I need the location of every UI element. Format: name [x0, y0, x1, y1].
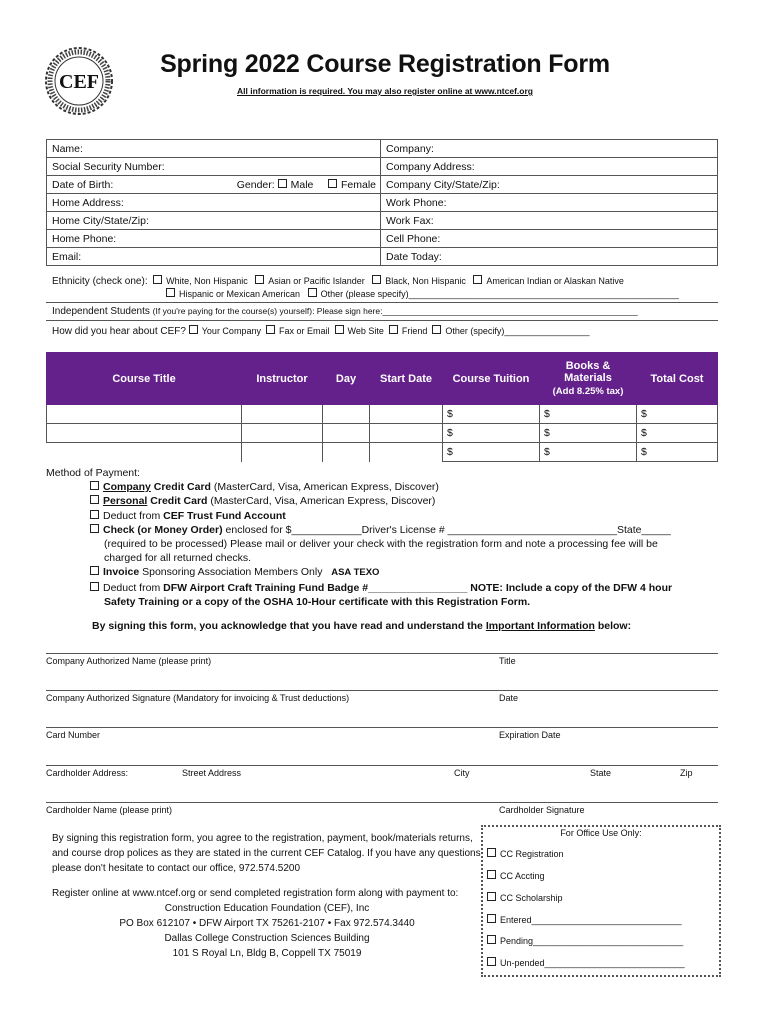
how-hear-row: How did you hear about CEF? Your Company Fax or Email Web Site Friend Other (specify)_________________	[52, 326, 590, 337]
signature-line[interactable]	[46, 802, 718, 803]
office-item[interactable]: Entered______________________________	[487, 914, 682, 925]
checkbox[interactable]	[90, 566, 99, 575]
signature-line[interactable]	[46, 727, 718, 728]
home-city-field[interactable]: Home City/State/Zip:	[47, 212, 381, 230]
office-item[interactable]: CC Accting	[487, 870, 545, 881]
payment-personal-card[interactable]: Personal Credit Card (MasterCard, Visa, American Express, Discover)	[46, 494, 726, 508]
footer-register: Register online at www.ntcef.org or send completed registration form along with payment to:	[52, 888, 459, 899]
footer-terms: By signing this registration form, you agree to the registration, payment, book/materials returns, and course drop polices as they are stated in the current CEF Catalog. If you have any questions please don't hesitate to contact our office, 972.574.5200	[52, 833, 481, 874]
independent-students-row[interactable]: Independent Students (If you're paying for the course(s) yourself): Please sign here:______________________________________________________	[52, 306, 638, 317]
ethnicity-row: Ethnicity (check one): White, Non Hispanic Asian or Pacific Islander Black, Non Hispanic American Indian or Alaskan Native Hispanic or Mexican American Other (please specify)______________________________________________________	[52, 276, 679, 299]
hear-web-checkbox[interactable]	[335, 325, 344, 334]
gender-male-checkbox[interactable]	[278, 179, 287, 188]
eth-white-checkbox[interactable]	[153, 275, 162, 284]
page-subtitle: All information is required. You may also register online at www.ntcef.org	[237, 86, 533, 96]
sig-label: City	[454, 768, 470, 778]
signature-line[interactable]	[46, 765, 718, 766]
acknowledge-text: By signing this form, you acknowledge that you have read and understand the Important Information below:	[92, 620, 632, 632]
sig-label: Date	[499, 693, 519, 703]
signature-line[interactable]	[46, 653, 718, 654]
checkbox[interactable]	[90, 524, 99, 533]
checkbox[interactable]	[90, 510, 99, 519]
eth-hispanic-checkbox[interactable]	[166, 288, 175, 297]
signature-line[interactable]	[46, 690, 718, 691]
checkbox[interactable]	[90, 582, 99, 591]
company-address-field[interactable]: Company Address:	[381, 158, 718, 176]
sig-label: Zip	[680, 768, 693, 778]
table-row: $ $ $	[47, 443, 718, 462]
divider	[46, 302, 718, 303]
sig-label: Title	[499, 656, 516, 666]
office-item[interactable]: Un-pended____________________________	[487, 957, 685, 968]
col-day: Day	[323, 353, 370, 405]
payment-invoice[interactable]: Invoice Sponsoring Association Members Only ASA TEXO	[46, 565, 726, 580]
col-books-materials: Books & Materials (Add 8.25% tax)	[540, 353, 637, 405]
office-item[interactable]: CC Registration	[487, 848, 564, 859]
hear-friend-checkbox[interactable]	[389, 325, 398, 334]
payment-check[interactable]: Check (or Money Order) enclosed for $____________Driver's License # _____________________________State_____	[46, 523, 726, 537]
home-address-field[interactable]: Home Address:	[47, 194, 381, 212]
sig-label: Expiration Date	[499, 730, 561, 740]
sig-label: Cardholder Signature	[499, 805, 585, 815]
hear-other-checkbox[interactable]	[432, 325, 441, 334]
company-city-field[interactable]: Company City/State/Zip:	[381, 176, 718, 194]
company-field[interactable]: Company:	[381, 140, 718, 158]
eth-other-checkbox[interactable]	[308, 288, 317, 297]
sig-label: Cardholder Address:	[46, 768, 129, 778]
table-row: $ $ $	[47, 405, 718, 424]
mailing-address: Construction Education Foundation (CEF), Inc PO Box 612107 • DFW Airport TX 75261-2107 • Fax 972.574.3440 Dallas College Construction Sciences Building 101 S Royal Ln, Bldg B, Coppell TX 75019	[119, 903, 415, 959]
sig-label: Company Authorized Signature (Mandatory for invoicing & Trust deductions)	[46, 693, 350, 703]
date-today-field[interactable]: Date Today:	[381, 248, 718, 266]
col-total-cost: Total Cost	[637, 353, 718, 405]
name-field[interactable]: Name:	[47, 140, 381, 158]
sig-label: Card Number	[46, 730, 101, 740]
home-phone-field[interactable]: Home Phone:	[47, 230, 381, 248]
checkbox[interactable]	[90, 481, 99, 490]
gender-group: Gender: Male Female	[236, 178, 376, 191]
eth-black-checkbox[interactable]	[372, 275, 381, 284]
col-course-tuition: Course Tuition	[443, 353, 540, 405]
cell-phone-field[interactable]: Cell Phone:	[381, 230, 718, 248]
gender-female-checkbox[interactable]	[328, 179, 337, 188]
divider	[46, 320, 718, 321]
col-course-title: Course Title	[47, 353, 242, 405]
payment-dfw-fund[interactable]: Deduct from DFW Airport Craft Training Fund Badge #_________________ NOTE: Include a copy of the DFW 4 hour	[46, 581, 726, 595]
table-row: $ $ $	[47, 424, 718, 443]
checkbox[interactable]	[90, 495, 99, 504]
course-table	[46, 352, 718, 462]
important-info-link[interactable]: Important Information	[485, 620, 595, 632]
ssn-field[interactable]: Social Security Number:	[47, 158, 381, 176]
sig-label: Street Address	[182, 768, 242, 778]
office-item[interactable]: CC Scholarship	[487, 892, 563, 903]
hear-fax-checkbox[interactable]	[266, 325, 275, 334]
payment-section: Method of Payment: Company Credit Card (MasterCard, Visa, American Express, Discover) Personal Credit Card (MasterCard, Visa, American Express, Discover) Deduct from CEF Trust Fund Account Check (or Money Order) enclosed for $____________Driver's License # _____________________________State_____ (required to be processed) Please mail or deliver your check with the registration form and note a processing fee will be charged for all returned checks. Invoice Sponsoring Association Members Only ASA TEXO Deduct from DFW Airport Craft Training Fund Badge #_________________ NOTE: Include a copy of the DFW 4 hour Safety Training or a copy of the OSHA 10-Hour certificate with this Registration Form.	[46, 466, 726, 609]
eth-native-checkbox[interactable]	[473, 275, 482, 284]
hear-company-checkbox[interactable]	[189, 325, 198, 334]
col-start-date: Start Date	[370, 353, 443, 405]
payment-trust-fund[interactable]: Deduct from CEF Trust Fund Account	[46, 509, 726, 523]
email-field[interactable]: Email:	[47, 248, 381, 266]
sig-label: Cardholder Name (please print)	[46, 805, 173, 815]
footer-text	[52, 831, 482, 961]
eth-asian-checkbox[interactable]	[255, 275, 264, 284]
payment-heading: Method of Payment:	[46, 467, 140, 479]
personal-info-table	[46, 139, 718, 266]
work-phone-field[interactable]: Work Phone:	[381, 194, 718, 212]
page-title: Spring 2022 Course Registration Form	[160, 50, 610, 78]
dob-field[interactable]: Date of Birth: Gender: Male Female	[47, 176, 381, 194]
cef-logo	[44, 46, 114, 116]
office-use-box	[481, 825, 721, 977]
sig-label: State	[590, 768, 612, 778]
sig-label: Company Authorized Name (please print)	[46, 656, 212, 666]
work-fax-field[interactable]: Work Fax:	[381, 212, 718, 230]
col-instructor: Instructor	[242, 353, 323, 405]
office-use-title: For Office Use Only:	[560, 828, 642, 838]
logo-text: CEF	[59, 71, 99, 93]
books-tax-note: (Add 8.25% tax)	[552, 386, 624, 397]
office-item[interactable]: Pending______________________________	[487, 935, 683, 946]
payment-company-card[interactable]: Company Credit Card (MasterCard, Visa, American Express, Discover)	[46, 480, 726, 494]
